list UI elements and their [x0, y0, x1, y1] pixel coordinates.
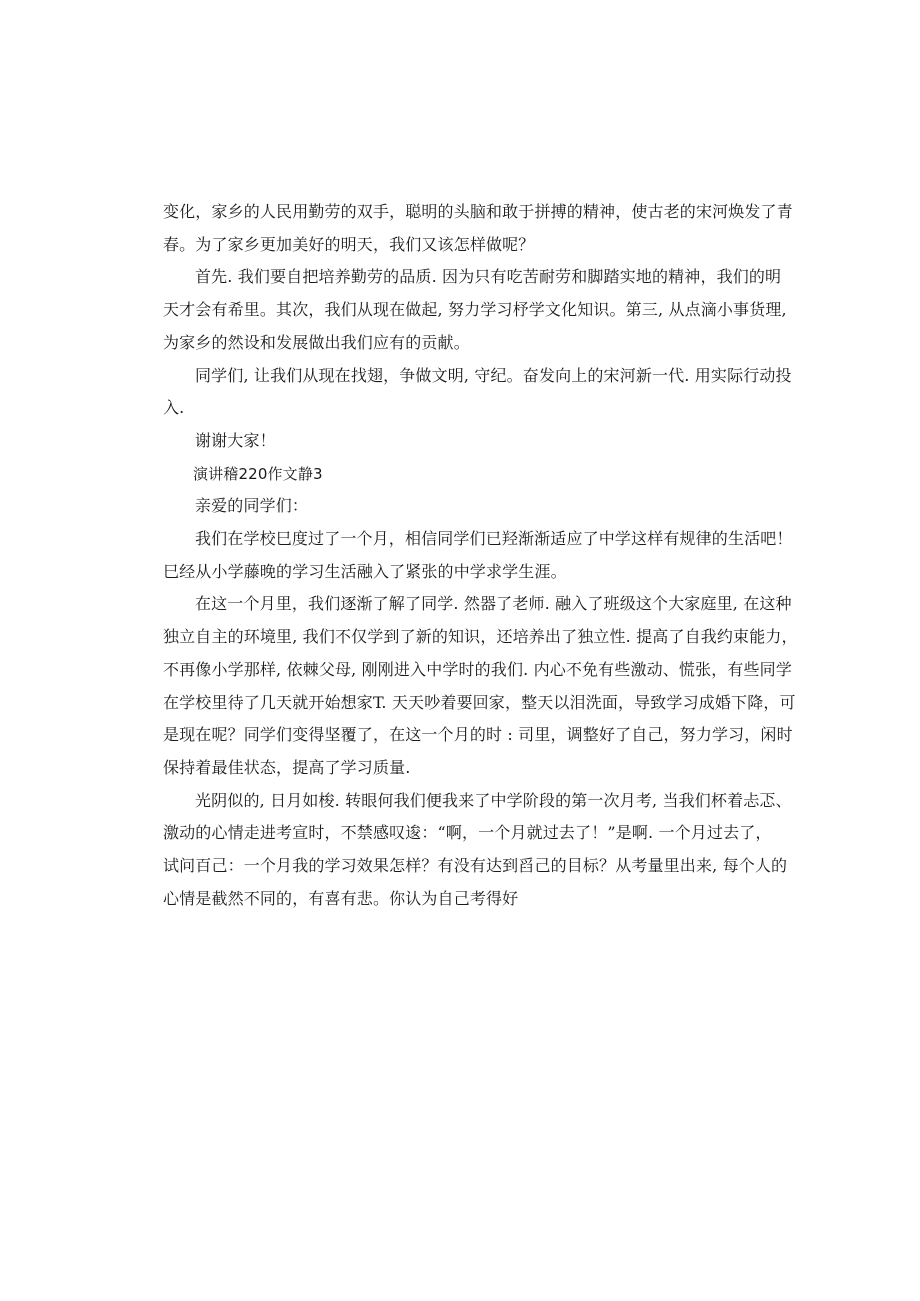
text-line: 为家乡的然设和发展做出我们应有的贡献。 [163, 332, 470, 352]
salutation [163, 490, 763, 523]
text-line: 在学校里待了几天就开始想家T. 天天吵着要回家，整天以泪洗面，导致学习成婚下降，可 [163, 692, 796, 712]
document-page [163, 196, 798, 915]
text-line: 入. [163, 398, 185, 418]
text-line: 光阴似的, 日月如梭. 转眼何我们便我来了中学阶段的第一次月考, 当我们杯着忐忑、 [195, 790, 792, 810]
text-line: 激动的心情走进考宣时，不禁感叹逡：“啊，一个月就过去了！”是啊. 一个月过去了， [163, 823, 772, 843]
text-line: 首先. 我们要自把培养勤劳的品质. 因为只有吃苦耐劳和脚踏实地的精神，我们的明 [195, 267, 782, 287]
text-line: 不再像小学那样, 依棘父母, 刚刚进入中学时的我们. 内心不免有些激动、慌张，有些同学 [163, 659, 792, 679]
paragraph-2 [163, 261, 787, 359]
text-line: 巳经从小学藤晚的学习生活融入了紧张的中学求学生涯。 [163, 561, 567, 581]
text-line: 在这一个月里，我们逐渐了解了同学. 然器了老师. 融入了班级这个大家庭里, 在这种 [195, 594, 792, 614]
text-line: 变化，家乡的人民用勤劳的双手，聪明的头脑和敢于拼搏的精神，使古老的宋河焕发了青 [163, 202, 793, 221]
text-line: 演讲稽220作文静3 [193, 464, 323, 483]
paragraph-7 [163, 523, 793, 588]
text-line: 是现在呢？同学们变得坚覆了，在这一个月的时 : 司里，调整好了自己，努力学习，闲时 [163, 725, 793, 745]
text-line: 天才会有希里。其次，我们从现在做起, 努力学习杼学文化知识。第三, 从点滴小事货理, [163, 300, 787, 320]
text-line: 心情是截然不同的，有喜有悲。你认为自己考得好 [163, 888, 519, 908]
section-title [163, 458, 763, 491]
text-line: 春。为了家乡更加美好的明天，我们又该怎样做呢？ [163, 234, 535, 254]
paragraph-3 [163, 360, 792, 425]
paragraph-1 [163, 196, 793, 261]
text-line: 试问百己：一个月我的学习效果怎样？有没有达到舀己的目标？从考量里出来, 每个人的 [163, 856, 788, 876]
text-line: 同学们, 让我们从现在找翅，争做文明, 守纪。奋发向上的宋河新一代. 用实际行动投 [195, 365, 792, 385]
paragraph-8 [163, 588, 798, 784]
text-line: 我们在学校巳度过了一个月，相信同学们已羟渐渐适应了中学这样有规律的生活吧！ [195, 529, 793, 549]
paragraph-9 [163, 785, 792, 916]
text-line: 保持着最佳状态，提高了学习质量. [163, 757, 411, 777]
text-line: 独立自主的环境里, 我们不仅学到了新的知识，还培养出了独立性. 提高了自我约束能力， [163, 627, 798, 647]
text-line: 亲爱的同学们： [195, 496, 309, 516]
closing-thanks [163, 425, 763, 458]
text-line: 谢谢大家！ [195, 430, 276, 450]
